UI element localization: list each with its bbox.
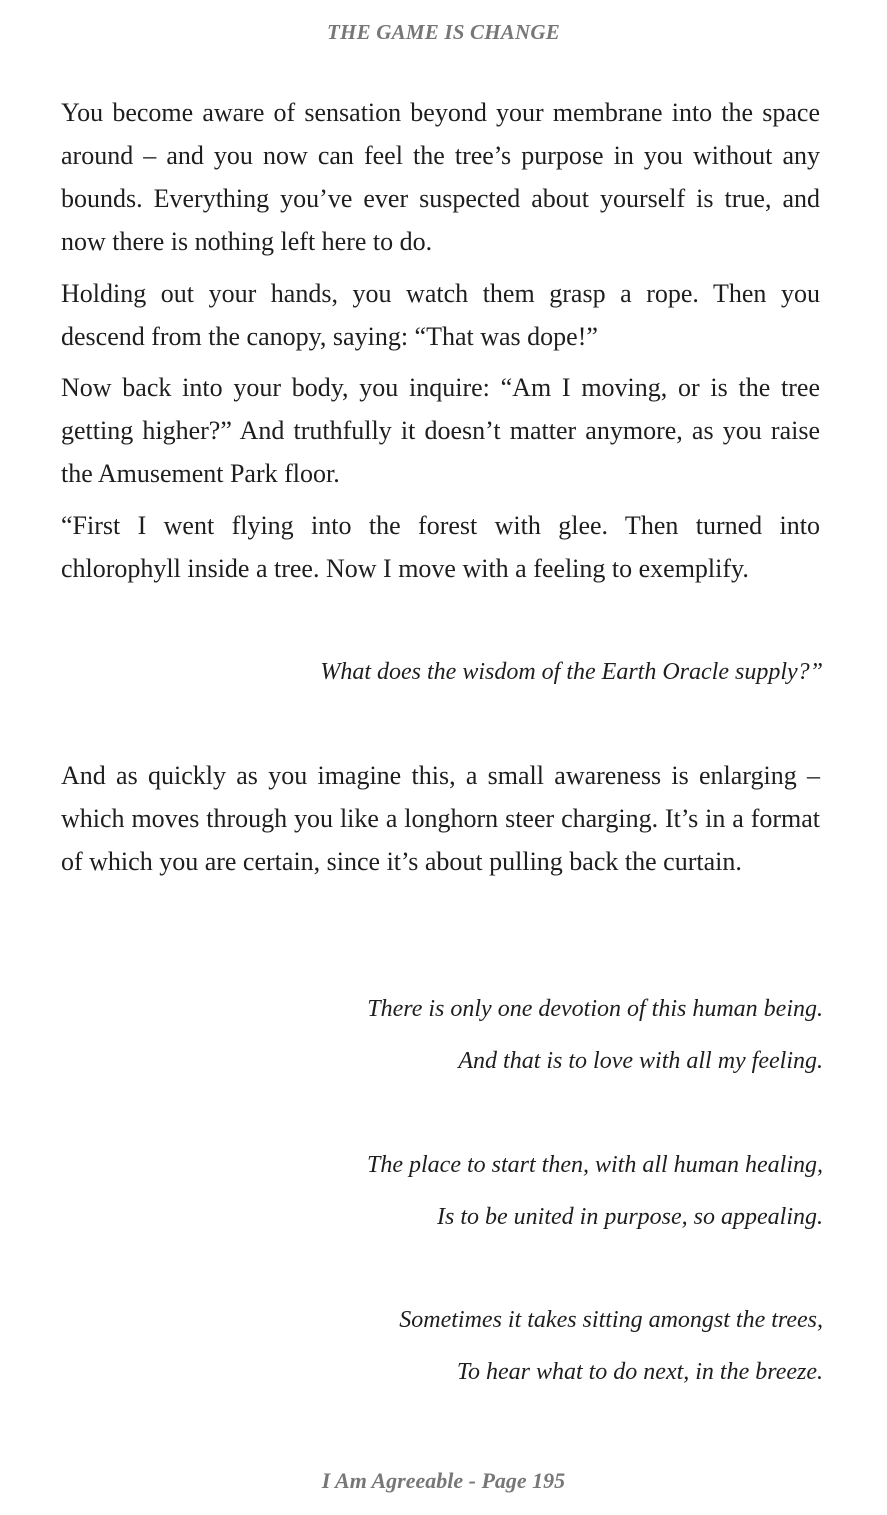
verse-line: There is only one devotion of this human being. bbox=[367, 996, 823, 1022]
oracle-question: What does the wisdom of the Earth Oracle supply?” bbox=[320, 659, 823, 685]
verse-line: Sometimes it takes sitting amongst the trees, bbox=[399, 1307, 823, 1333]
page-footer-folio: I Am Agreeable - Page 195 bbox=[321, 1468, 566, 1493]
verse-line: The place to start then, with all human healing, bbox=[367, 1152, 823, 1178]
paragraph-awareness: You become aware of sensation beyond your membrane into the space around – and you now can feel the tree’s purpose in you without any bounds. Everything you’ve ever suspected about yourself is true, and now there is nothing left here to do. bbox=[61, 98, 820, 256]
paragraph-curtain: And as quickly as you imagine this, a small awareness is enlarging – which moves through you like a longhorn steer charging. It’s in a format of which you are certain, since it’s about pulling back the curtain. bbox=[61, 761, 820, 876]
paragraph-forest: “First I went flying into the forest with glee. Then turned into chlorophyll inside a tree. Now I move with a feeling to exemplify. bbox=[61, 511, 820, 583]
paragraph-body: Now back into your body, you inquire: “Am I moving, or is the tree getting higher?” And truthfully it doesn’t matter anymore, as you raise the Amusement Park floor. bbox=[61, 373, 820, 488]
paragraph-rope: Holding out your hands, you watch them grasp a rope. Then you descend from the canopy, saying: “That was dope!” bbox=[61, 279, 820, 351]
verse-line: And that is to love with all my feeling. bbox=[458, 1048, 823, 1074]
verse-line: To hear what to do next, in the breeze. bbox=[456, 1359, 823, 1385]
running-header-title: THE GAME IS CHANGE bbox=[327, 20, 560, 44]
verse-line: Is to be united in purpose, so appealing. bbox=[437, 1204, 823, 1230]
